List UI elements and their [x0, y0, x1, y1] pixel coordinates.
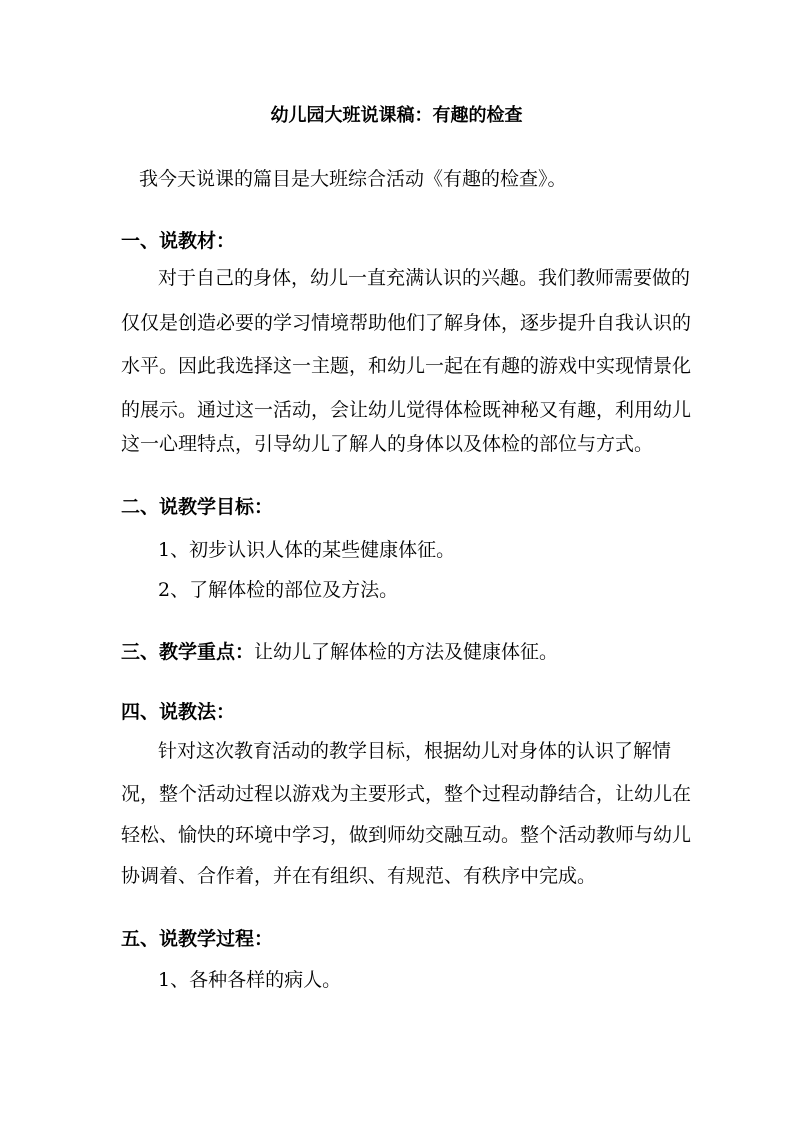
page-title: 幼儿园大班说课稿：有趣的检查 [270, 105, 523, 126]
intro-paragraph: 我今天说课的篇目是大班综合活动《有趣的检查》。 [139, 168, 567, 190]
list-item: 1、各种各样的病人。 [158, 969, 342, 991]
paragraph-line: 这一心理特点，引导幼儿了解人的身体以及体检的部位与方式。 [121, 433, 654, 455]
section-heading-methods: 四、说教法： [121, 701, 236, 723]
section-heading-process: 五、说教学过程： [121, 928, 274, 950]
key-points-text: 让幼儿了解体检的方法及健康体征。 [254, 641, 559, 663]
paragraph-line: 轻松、愉快的环境中学习，做到师幼交融互动。整个活动教师与幼儿 [121, 824, 692, 846]
paragraph-line: 对于自己的身体，幼儿一直充满认识的兴趣。我们教师需要做的 [158, 267, 691, 289]
list-item: 1、初步认识人体的某些健康体征。 [158, 539, 456, 561]
paragraph-line: 协调着、合作着，并在有组织、有规范、有秩序中完成。 [121, 865, 597, 887]
paragraph-line: 水平。因此我选择这一主题，和幼儿一起在有趣的游戏中实现情景化 [121, 355, 692, 377]
paragraph-line: 况，整个活动过程以游戏为主要形式，整个过程动静结合，让幼儿在 [121, 783, 692, 805]
paragraph-line: 针对这次教育活动的教学目标，根据幼儿对身体的认识了解情 [158, 740, 672, 762]
paragraph-line: 的展示。通过这一活动，会让幼儿觉得体检既神秘又有趣，利用幼儿 [121, 399, 692, 421]
section-heading-key-points: 三、教学重点： [121, 641, 255, 663]
section-heading-materials: 一、说教材： [121, 230, 236, 252]
section-heading-goals: 二、说教学目标： [121, 496, 274, 518]
paragraph-line: 仅仅是创造必要的学习情境帮助他们了解身体，逐步提升自我认识的 [121, 312, 692, 334]
section-key-points [121, 640, 558, 664]
list-item: 2、了解体检的部位及方法。 [158, 579, 399, 601]
